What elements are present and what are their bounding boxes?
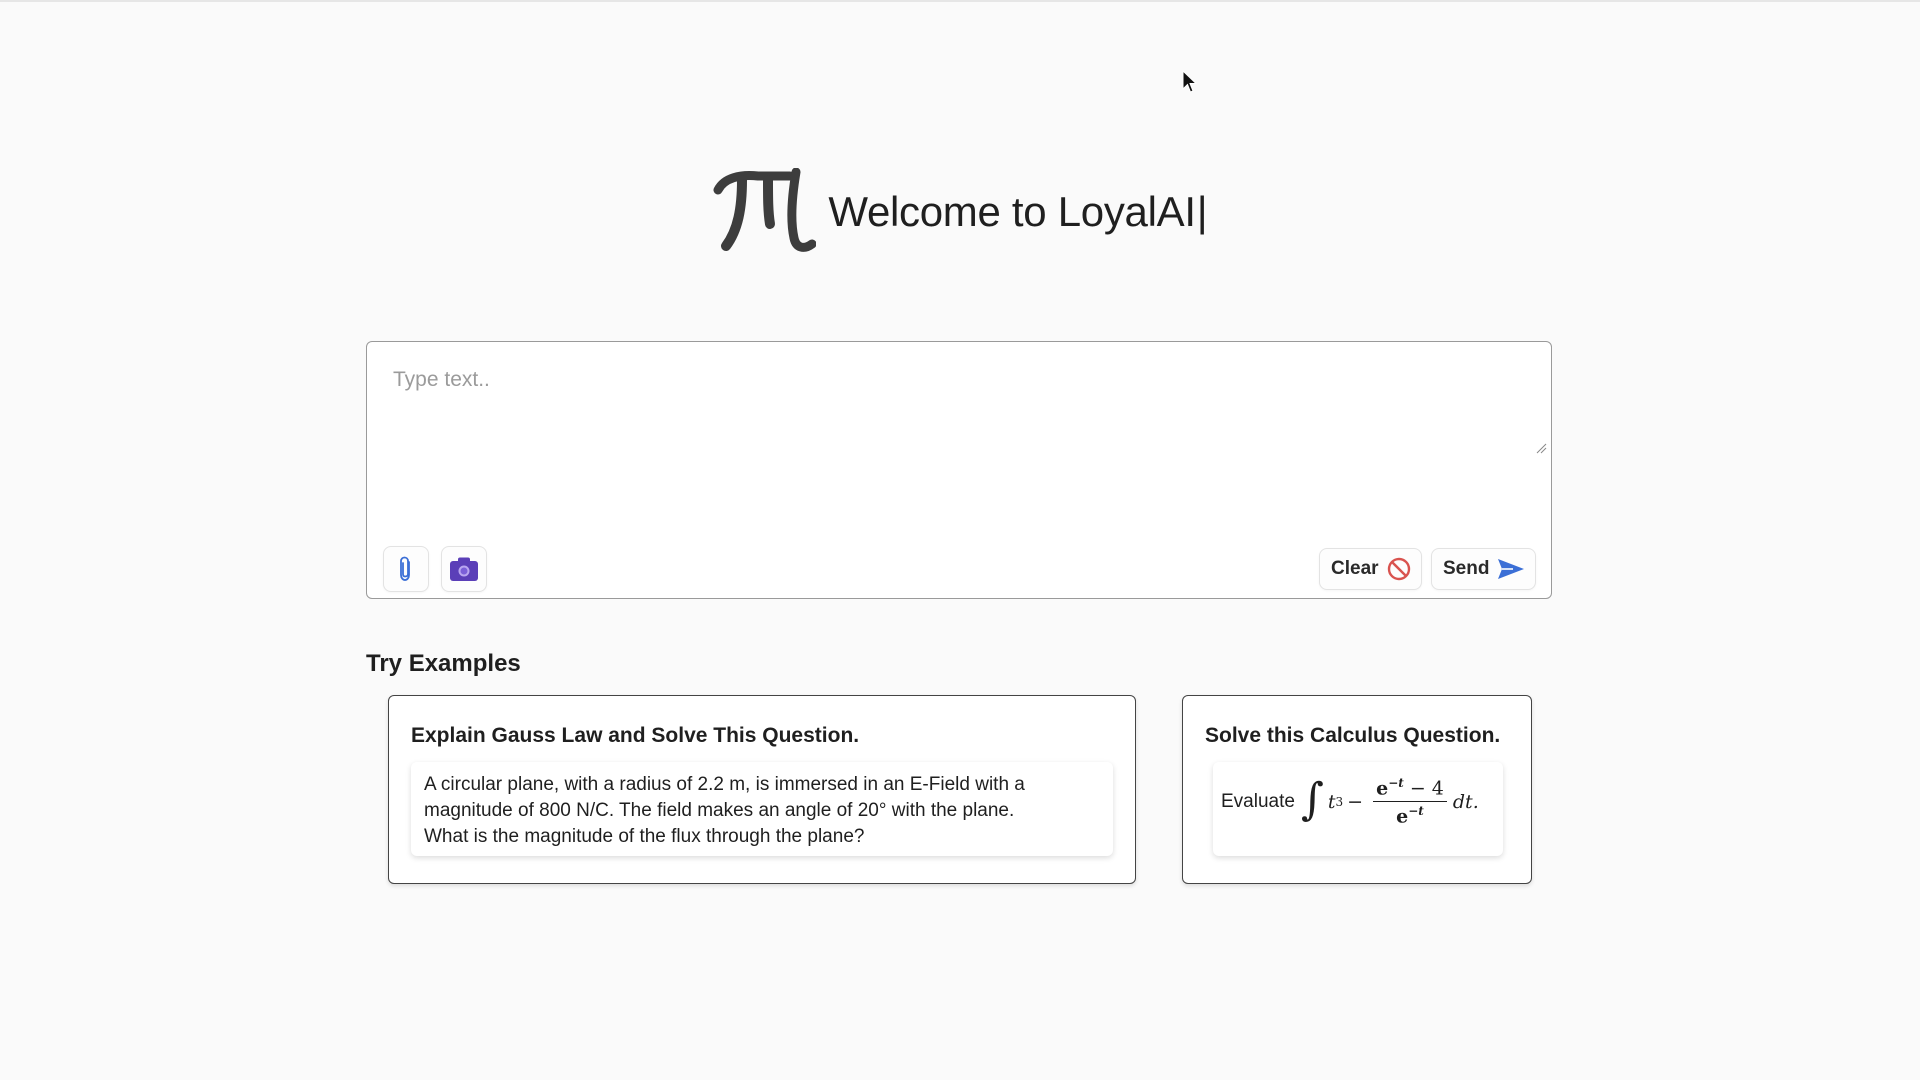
math-term: t — [1327, 790, 1336, 813]
math-fraction — [1373, 776, 1447, 828]
pi-logo-icon — [712, 168, 816, 256]
clear-label: Clear — [1331, 558, 1379, 579]
example-text-line: A circular plane, with a radius of 2.2 m, is immersed in an E-Field with a — [424, 774, 1025, 795]
fraction-numerator — [1373, 776, 1447, 802]
send-label: Send — [1443, 558, 1490, 579]
math-differential: dt. — [1452, 790, 1479, 813]
example-text-line: What is the magnitude of the flux through the plane? — [424, 826, 865, 847]
fraction-denominator — [1396, 802, 1424, 827]
num-rest: − 4 — [1403, 777, 1444, 800]
send-button[interactable] — [1431, 548, 1536, 590]
attach-button[interactable] — [383, 546, 429, 592]
typing-caret: | — [1196, 188, 1208, 235]
camera-icon — [449, 556, 479, 582]
clear-button[interactable] — [1319, 548, 1422, 590]
mouse-pointer-icon — [1182, 70, 1198, 94]
prompt-input[interactable] — [381, 356, 1531, 476]
den-base: e — [1396, 805, 1409, 828]
camera-button[interactable] — [441, 546, 487, 592]
math-expression — [1213, 762, 1503, 848]
header — [0, 168, 1920, 256]
examples-title: Try Examples — [366, 650, 521, 677]
prompt-card — [366, 341, 1552, 599]
example-card-gauss[interactable] — [388, 695, 1136, 884]
page-title: Welcome to LoyalAI — [828, 188, 1196, 235]
example-body — [411, 762, 1113, 856]
example-heading: Explain Gauss Law and Solve This Question. — [411, 724, 860, 747]
top-divider — [0, 0, 1920, 2]
integral-expression — [1300, 773, 1479, 828]
resize-grip-icon[interactable] — [1535, 442, 1547, 454]
math-minus: − — [1347, 790, 1364, 813]
math-prefix: Evaluate — [1221, 790, 1295, 812]
no-entry-icon — [1387, 557, 1411, 581]
example-text-line: magnitude of 800 N/C. The field makes an angle of 20° with the plane. — [424, 800, 1015, 821]
math-exponent: 3 — [1335, 794, 1344, 809]
example-card-calculus[interactable] — [1182, 695, 1532, 884]
send-arrow-icon — [1497, 558, 1525, 580]
example-heading: Solve this Calculus Question. — [1205, 724, 1501, 747]
example-text — [411, 762, 1113, 868]
example-body — [1213, 762, 1503, 856]
num-exponent: −t — [1388, 776, 1404, 790]
num-base: e — [1376, 777, 1389, 800]
integral-sign: ∫ — [1300, 773, 1324, 825]
den-exponent: −t — [1408, 804, 1424, 819]
paperclip-icon — [395, 556, 417, 582]
